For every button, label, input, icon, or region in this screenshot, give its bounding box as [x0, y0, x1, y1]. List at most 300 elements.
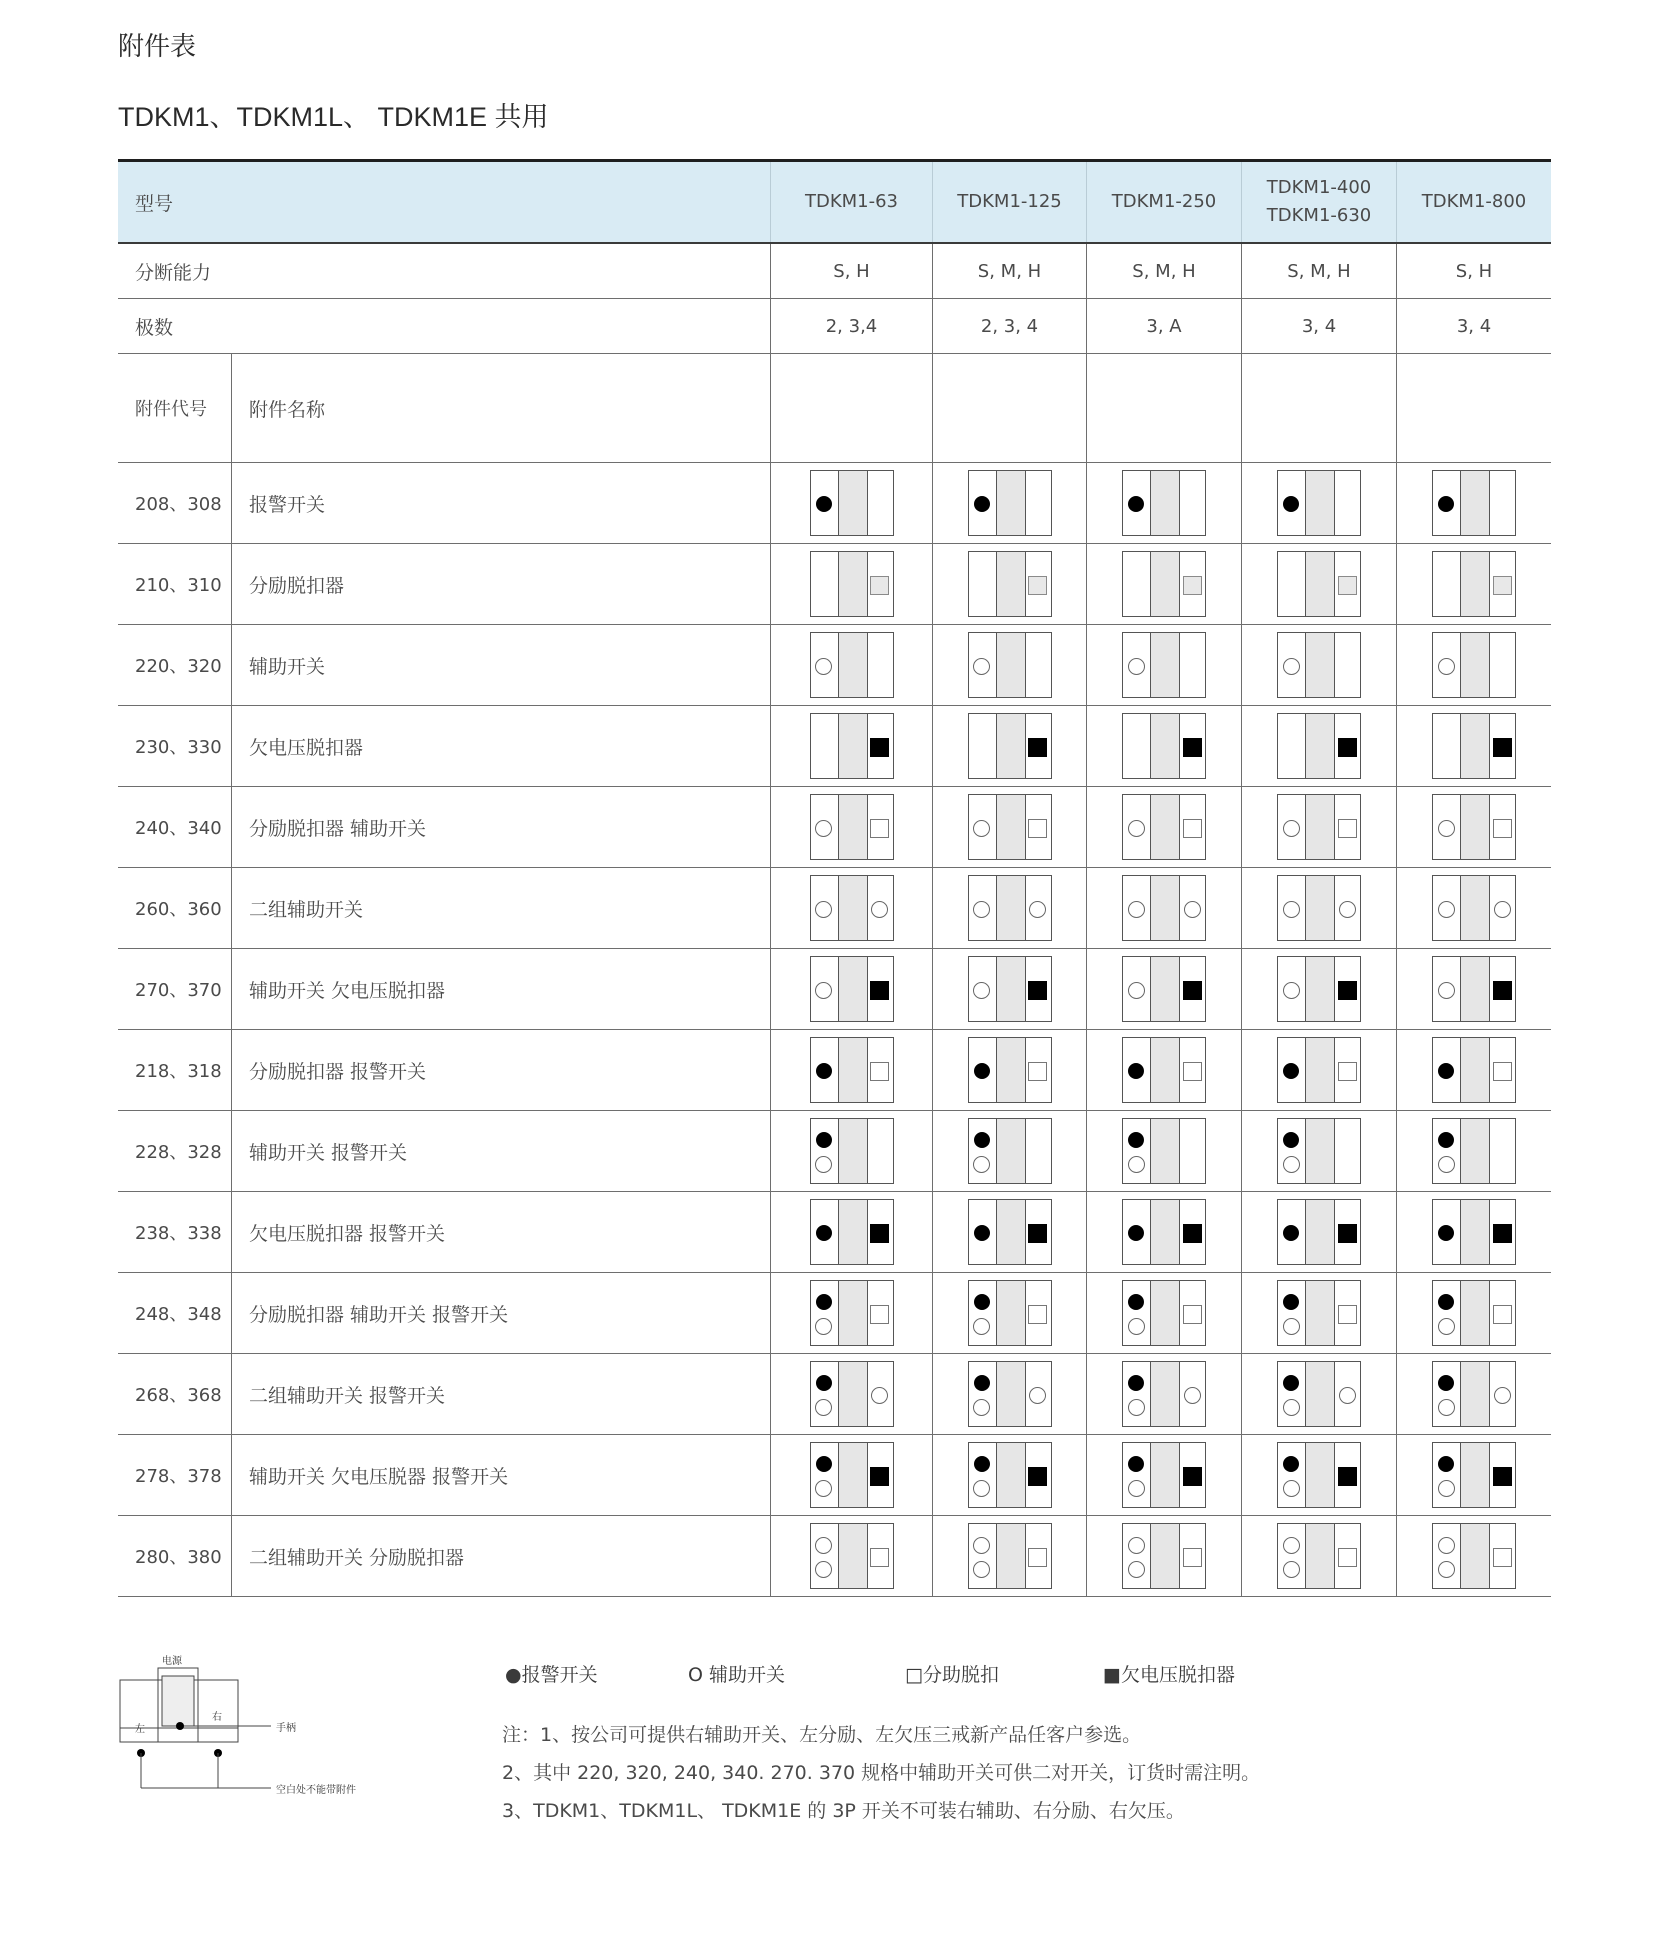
- breaker-handle-band: [1150, 1038, 1180, 1102]
- accessory-slot-cell: [1396, 1273, 1551, 1353]
- accessory-code: 208、308: [118, 463, 232, 543]
- breaker-glyph: [1277, 551, 1361, 617]
- breaker-handle-band: [1460, 1200, 1490, 1264]
- accessory-slot-cell: [770, 1192, 932, 1272]
- breaker-handle-band: [838, 1200, 868, 1264]
- breaker-handle-band: [1305, 1443, 1335, 1507]
- aux-symbol: [1128, 1399, 1145, 1416]
- breaker-glyph: [810, 1442, 894, 1508]
- shunt-symbol: [870, 1062, 889, 1081]
- accessory-slot-cell: [932, 625, 1086, 705]
- model-name-stack: [1112, 188, 1217, 216]
- poles-value: 2, 3,4: [770, 299, 932, 353]
- under-symbol: [870, 1224, 889, 1243]
- accessory-slot-cell: [1396, 625, 1551, 705]
- breaker-glyph: [1122, 1118, 1206, 1184]
- breaker-handle-band: [1305, 552, 1335, 616]
- alarm-symbol: [816, 1132, 832, 1148]
- aux-symbol: [815, 820, 832, 837]
- breaker-handle-band: [838, 471, 868, 535]
- aux-symbol: [1029, 1387, 1046, 1404]
- breaker-glyph: [968, 1361, 1052, 1427]
- accessory-slot-cell: [1241, 1273, 1396, 1353]
- aux-symbol: [1339, 901, 1356, 918]
- accessory-slot-cell: [1241, 1111, 1396, 1191]
- aux-symbol: [1438, 1156, 1455, 1173]
- accessory-slot-cell: [770, 1273, 932, 1353]
- accessory-name: 分励脱扣器 报警开关: [249, 1060, 427, 1083]
- accessory-slot-cell: [932, 1435, 1086, 1515]
- aux-symbol: [871, 901, 888, 918]
- accessory-slot-cell: [1086, 1273, 1241, 1353]
- accessory-row: [118, 1111, 1551, 1192]
- accessory-name: 分励脱扣器: [249, 574, 345, 597]
- accessory-slot-cell: [932, 868, 1086, 948]
- breaker-glyph: [1432, 551, 1516, 617]
- breaker-glyph: [1122, 551, 1206, 617]
- breaker-glyph: [968, 470, 1052, 536]
- aux-symbol: [1438, 658, 1455, 675]
- accessory-row: [118, 1354, 1551, 1435]
- breaker-handle-band: [996, 795, 1026, 859]
- breaker-handle-band: [838, 552, 868, 616]
- accessory-code: 280、380: [118, 1516, 232, 1596]
- breaker-handle-band: [1305, 471, 1335, 535]
- under-symbol: [1183, 981, 1202, 1000]
- alarm-symbol: [816, 1294, 832, 1310]
- accessory-code: 270、370: [118, 949, 232, 1029]
- accessory-slot-cell: [1396, 1030, 1551, 1110]
- accessory-slot-cell: [1086, 949, 1241, 1029]
- aux-symbol: [973, 1480, 990, 1497]
- model-name: TDKM1-800: [1421, 191, 1527, 212]
- breaker-glyph: [1122, 1361, 1206, 1427]
- breaker-glyph: [810, 1361, 894, 1427]
- diagram-blank-note: 空白处不能带附件: [276, 1785, 356, 1796]
- aux-symbol: [1128, 1561, 1145, 1578]
- aux-symbol: [1128, 1318, 1145, 1335]
- accessory-slot-cell: [1241, 1516, 1396, 1596]
- breaker-glyph: [1277, 1523, 1361, 1589]
- shunt-symbol: [1028, 819, 1047, 838]
- alarm-symbol: [1438, 1132, 1454, 1148]
- accessory-name: 欠电压脱扣器 报警开关: [249, 1222, 446, 1245]
- breaking-capacity-value: S, H: [770, 244, 932, 298]
- breaker-glyph: [1277, 956, 1361, 1022]
- accessory-code: 278、378: [118, 1435, 232, 1515]
- breaker-handle-band: [996, 552, 1026, 616]
- breaker-handle-band: [838, 633, 868, 697]
- alarm-symbol: [1438, 496, 1454, 512]
- code-header: 附件代号: [118, 354, 232, 462]
- accessory-code: 218、318: [118, 1030, 232, 1110]
- breaker-glyph: [810, 1280, 894, 1346]
- aux-symbol: [1128, 1156, 1145, 1173]
- breaker-glyph: [810, 1523, 894, 1589]
- alarm-symbol: [1438, 1294, 1454, 1310]
- aux-symbol: [1438, 982, 1455, 999]
- under-symbol: [1183, 738, 1202, 757]
- aux-symbol: [1128, 901, 1145, 918]
- breaker-glyph: [1122, 1199, 1206, 1265]
- diagram-power-label: 电源: [162, 1656, 182, 1667]
- under-symbol: [1338, 981, 1357, 1000]
- breaker-glyph: [1432, 713, 1516, 779]
- accessory-row: [118, 463, 1551, 544]
- blank-cell: [1396, 354, 1551, 462]
- breaker-glyph: [1432, 1037, 1516, 1103]
- breaker-handle-band: [838, 714, 868, 778]
- breaker-handle-band: [1460, 1362, 1490, 1426]
- shunt-symbol: [1183, 1062, 1202, 1081]
- breaker-glyph: [1432, 1199, 1516, 1265]
- breaker-handle-band: [996, 1119, 1026, 1183]
- model-header-0: [770, 162, 932, 242]
- breaker-glyph: [810, 1037, 894, 1103]
- breaker-glyph: [1122, 1523, 1206, 1589]
- model-header-4: [1396, 162, 1551, 242]
- alarm-symbol: [816, 496, 832, 512]
- aux-symbol: [1128, 820, 1145, 837]
- breaker-handle-band: [838, 1119, 868, 1183]
- poles-value: 3, 4: [1396, 299, 1551, 353]
- breaker-glyph: [968, 1037, 1052, 1103]
- accessory-slot-cell: [1396, 949, 1551, 1029]
- alarm-symbol: [1128, 1225, 1144, 1241]
- poles-value: 3, 4: [1241, 299, 1396, 353]
- accessory-slot-cell: [770, 1111, 932, 1191]
- page-title: 附件表: [118, 32, 197, 62]
- breaker-handle-band: [1150, 552, 1180, 616]
- breaker-handle-band: [1460, 552, 1490, 616]
- aux-symbol: [1128, 1537, 1145, 1554]
- shunt-symbol: [1338, 1305, 1357, 1324]
- under-symbol: [870, 981, 889, 1000]
- aux-symbol: [1283, 820, 1300, 837]
- alarm-symbol: [1283, 1456, 1299, 1472]
- aux-symbol: [1283, 1480, 1300, 1497]
- model-name: TDKM1-400: [1266, 177, 1372, 198]
- model-name: TDKM1-125: [957, 191, 1062, 212]
- breaker-handle-band: [1150, 471, 1180, 535]
- alarm-symbol: [974, 496, 990, 512]
- breaker-handle-band: [996, 1281, 1026, 1345]
- accessory-slot-cell: [770, 1030, 932, 1110]
- accessory-slot-cell: [1086, 544, 1241, 624]
- accessory-slot-cell: [1086, 1030, 1241, 1110]
- accessory-slot-cell: [1241, 463, 1396, 543]
- accessory-slot-cell: [770, 949, 932, 1029]
- accessory-row: [118, 1030, 1551, 1111]
- breaker-glyph: [968, 875, 1052, 941]
- breaker-glyph: [1122, 632, 1206, 698]
- breaker-handle-band: [1305, 1038, 1335, 1102]
- breaker-handle-band: [1460, 957, 1490, 1021]
- breaker-handle-band: [996, 1362, 1026, 1426]
- aux-symbol: [973, 1399, 990, 1416]
- aux-symbol: [1128, 658, 1145, 675]
- breaker-handle-band: [996, 471, 1026, 535]
- accessory-slot-cell: [1086, 1435, 1241, 1515]
- breaker-glyph: [1432, 470, 1516, 536]
- breaker-handle-band: [1150, 795, 1180, 859]
- under-symbol: [1183, 1224, 1202, 1243]
- alarm-symbol: [1283, 1132, 1299, 1148]
- model-name: TDKM1-63: [804, 191, 899, 212]
- breaker-glyph: [1122, 1280, 1206, 1346]
- diagram-right-label: 右: [212, 1712, 222, 1723]
- position-diagram-lines: [118, 1652, 378, 1797]
- breaker-glyph: [1432, 1442, 1516, 1508]
- shunt-symbol: [870, 819, 889, 838]
- breaker-handle-band: [1150, 1281, 1180, 1345]
- accessory-slot-cell: [932, 1516, 1086, 1596]
- breaker-glyph: [1277, 1199, 1361, 1265]
- alarm-symbol: [974, 1132, 990, 1148]
- breaker-handle-band: [1150, 714, 1180, 778]
- breaker-glyph: [1122, 956, 1206, 1022]
- aux-symbol: [973, 1318, 990, 1335]
- aux-symbol: [1128, 1480, 1145, 1497]
- accessory-row: [118, 1516, 1551, 1597]
- diagram-left-label: 左: [135, 1724, 145, 1735]
- alarm-symbol: [1438, 1456, 1454, 1472]
- accessory-code: 248、348: [118, 1273, 232, 1353]
- aux-symbol: [1283, 901, 1300, 918]
- accessory-code: 268、368: [118, 1354, 232, 1434]
- aux-symbol: [973, 901, 990, 918]
- accessory-slot-cell: [1241, 625, 1396, 705]
- accessory-slot-cell: [770, 1516, 932, 1596]
- breaker-handle-band: [1150, 1200, 1180, 1264]
- breaker-handle-band: [1305, 795, 1335, 859]
- shunt-symbol: [870, 1305, 889, 1324]
- breaker-handle-band: [1150, 1362, 1180, 1426]
- accessory-code: 260、360: [118, 868, 232, 948]
- accessory-slot-cell: [932, 1030, 1086, 1110]
- accessory-row: [118, 1435, 1551, 1516]
- poles-value: 3, A: [1086, 299, 1241, 353]
- model-name-stack: [957, 188, 1062, 216]
- shunt-symbol: [1493, 576, 1512, 595]
- breaker-glyph: [810, 1199, 894, 1265]
- breaker-handle-band: [1460, 1038, 1490, 1102]
- accessory-name: 二组辅助开关: [249, 898, 364, 921]
- accessory-slot-cell: [1086, 625, 1241, 705]
- breaker-glyph: [1432, 1361, 1516, 1427]
- breaking-capacity-label: 分断能力: [135, 261, 212, 284]
- breaker-handle-band: [1305, 1200, 1335, 1264]
- breaker-glyph: [1122, 470, 1206, 536]
- alarm-symbol: [816, 1456, 832, 1472]
- note-2: 2、其中 220, 320, 240, 340. 270. 370 规格中辅助开关可供二对开关，订货时需注明。: [502, 1762, 1261, 1784]
- breaker-handle-band: [996, 633, 1026, 697]
- accessory-slot-cell: [770, 868, 932, 948]
- accessory-name: 分励脱扣器 辅助开关 报警开关: [249, 1303, 509, 1326]
- under-symbol: [1028, 1467, 1047, 1486]
- aux-symbol: [973, 982, 990, 999]
- breaker-glyph: [810, 551, 894, 617]
- breaker-glyph: [968, 956, 1052, 1022]
- position-diagram: [118, 1652, 378, 1797]
- alarm-symbol: [974, 1063, 990, 1079]
- breaker-handle-band: [1305, 714, 1335, 778]
- under-symbol: [1028, 738, 1047, 757]
- breaker-glyph: [810, 1118, 894, 1184]
- accessory-slot-cell: [1241, 706, 1396, 786]
- breaking-capacity-value: S, H: [1396, 244, 1551, 298]
- aux-symbol: [1438, 1399, 1455, 1416]
- accessory-slot-cell: [1241, 868, 1396, 948]
- accessory-slot-cell: [1396, 706, 1551, 786]
- aux-symbol: [815, 1561, 832, 1578]
- model-header-3: [1241, 162, 1396, 242]
- breaker-handle-band: [1305, 1524, 1335, 1588]
- alarm-symbol: [974, 1294, 990, 1310]
- accessory-slot-cell: [770, 544, 932, 624]
- alarm-symbol: [1283, 1225, 1299, 1241]
- accessory-slot-cell: [1241, 1354, 1396, 1434]
- model-name: TDKM1-630: [1266, 205, 1372, 226]
- shunt-symbol: [1338, 1062, 1357, 1081]
- aux-symbol: [815, 982, 832, 999]
- accessory-slot-cell: [1241, 1192, 1396, 1272]
- aux-symbol: [1438, 901, 1455, 918]
- breaker-glyph: [1277, 1442, 1361, 1508]
- breaker-glyph: [810, 632, 894, 698]
- accessory-slot-cell: [770, 706, 932, 786]
- accessory-name: 辅助开关 欠电压脱扣器: [249, 979, 446, 1002]
- accessory-name: 报警开关: [249, 493, 326, 516]
- breaker-handle-band: [1150, 1524, 1180, 1588]
- aux-symbol: [973, 820, 990, 837]
- legend-under: ■欠电压脱扣器: [1103, 1664, 1235, 1686]
- breaker-glyph: [1432, 794, 1516, 860]
- breaker-glyph: [1432, 632, 1516, 698]
- accessory-slot-cell: [932, 949, 1086, 1029]
- breaker-glyph: [968, 1280, 1052, 1346]
- breaker-glyph: [968, 1523, 1052, 1589]
- breaker-glyph: [1277, 632, 1361, 698]
- alarm-symbol: [1128, 1294, 1144, 1310]
- accessory-slot-cell: [1086, 1516, 1241, 1596]
- breaker-handle-band: [838, 1524, 868, 1588]
- aux-symbol: [1438, 1561, 1455, 1578]
- accessory-slot-cell: [932, 463, 1086, 543]
- model-name: TDKM1-250: [1111, 191, 1217, 212]
- aux-symbol: [815, 1156, 832, 1173]
- breaker-glyph: [1122, 713, 1206, 779]
- aux-symbol: [1184, 1387, 1201, 1404]
- breaker-glyph: [968, 551, 1052, 617]
- accessory-code: 228、328: [118, 1111, 232, 1191]
- breaker-glyph: [968, 713, 1052, 779]
- poles-label: 极数: [135, 316, 174, 339]
- alarm-symbol: [1283, 1375, 1299, 1391]
- breaker-glyph: [1277, 1118, 1361, 1184]
- alarm-symbol: [1128, 1132, 1144, 1148]
- shunt-symbol: [1493, 819, 1512, 838]
- accessory-slot-cell: [1396, 544, 1551, 624]
- breaker-glyph: [1277, 875, 1361, 941]
- alarm-symbol: [1128, 1063, 1144, 1079]
- aux-symbol: [815, 658, 832, 675]
- aux-symbol: [1283, 1156, 1300, 1173]
- alarm-symbol: [1128, 496, 1144, 512]
- breaker-glyph: [1277, 1037, 1361, 1103]
- model-header-1: [932, 162, 1086, 242]
- shunt-symbol: [1338, 576, 1357, 595]
- accessory-code: 238、338: [118, 1192, 232, 1272]
- breaker-glyph: [1432, 1523, 1516, 1589]
- accessory-slot-cell: [1086, 868, 1241, 948]
- accessory-slot-cell: [932, 1192, 1086, 1272]
- breaker-glyph: [810, 956, 894, 1022]
- alarm-symbol: [816, 1063, 832, 1079]
- accessory-row: [118, 868, 1551, 949]
- accessory-slot-cell: [1086, 1111, 1241, 1191]
- under-symbol: [1338, 1467, 1357, 1486]
- shunt-symbol: [1183, 576, 1202, 595]
- alarm-symbol: [1283, 1063, 1299, 1079]
- shunt-symbol: [1028, 576, 1047, 595]
- under-symbol: [870, 1467, 889, 1486]
- accessory-slot-cell: [1396, 1435, 1551, 1515]
- breaker-glyph: [1122, 875, 1206, 941]
- aux-symbol: [1438, 1537, 1455, 1554]
- shunt-symbol: [1338, 1548, 1357, 1567]
- under-symbol: [1493, 1224, 1512, 1243]
- shunt-symbol: [1183, 1305, 1202, 1324]
- breaker-handle-band: [1305, 1119, 1335, 1183]
- note-1: 注：1、按公司可提供右辅助开关、左分励、左欠压三戒新产品任客户参选。: [502, 1724, 1142, 1746]
- breaker-handle-band: [1460, 633, 1490, 697]
- accessory-slot-cell: [1241, 787, 1396, 867]
- accessory-slot-cell: [932, 1354, 1086, 1434]
- breaker-handle-band: [996, 714, 1026, 778]
- aux-symbol: [1438, 1318, 1455, 1335]
- shunt-symbol: [1493, 1548, 1512, 1567]
- shunt-symbol: [870, 576, 889, 595]
- aux-symbol: [1184, 901, 1201, 918]
- breaker-handle-band: [1460, 1443, 1490, 1507]
- breaker-glyph: [1277, 713, 1361, 779]
- breaker-glyph: [968, 1199, 1052, 1265]
- accessory-slot-cell: [932, 544, 1086, 624]
- accessory-code: 230、330: [118, 706, 232, 786]
- breaking-capacity-value: S, M, H: [1241, 244, 1396, 298]
- under-symbol: [1028, 1224, 1047, 1243]
- accessory-row: [118, 1192, 1551, 1273]
- accessory-name: 辅助开关: [249, 655, 326, 678]
- breaker-handle-band: [996, 1524, 1026, 1588]
- accessory-row: [118, 787, 1551, 868]
- under-symbol: [1338, 1224, 1357, 1243]
- breaker-handle-band: [1150, 1443, 1180, 1507]
- breaker-glyph: [810, 470, 894, 536]
- breaker-handle-band: [1305, 1362, 1335, 1426]
- accessory-slot-cell: [932, 706, 1086, 786]
- legend-alarm: ●报警开关: [505, 1664, 598, 1686]
- accessory-name: 二组辅助开关 报警开关: [249, 1384, 446, 1407]
- breaker-handle-band: [1460, 714, 1490, 778]
- breaker-handle-band: [1460, 876, 1490, 940]
- accessory-slot-cell: [1241, 1030, 1396, 1110]
- breaker-glyph: [968, 1442, 1052, 1508]
- shunt-symbol: [1028, 1548, 1047, 1567]
- aux-symbol: [1494, 901, 1511, 918]
- accessory-code: 210、310: [118, 544, 232, 624]
